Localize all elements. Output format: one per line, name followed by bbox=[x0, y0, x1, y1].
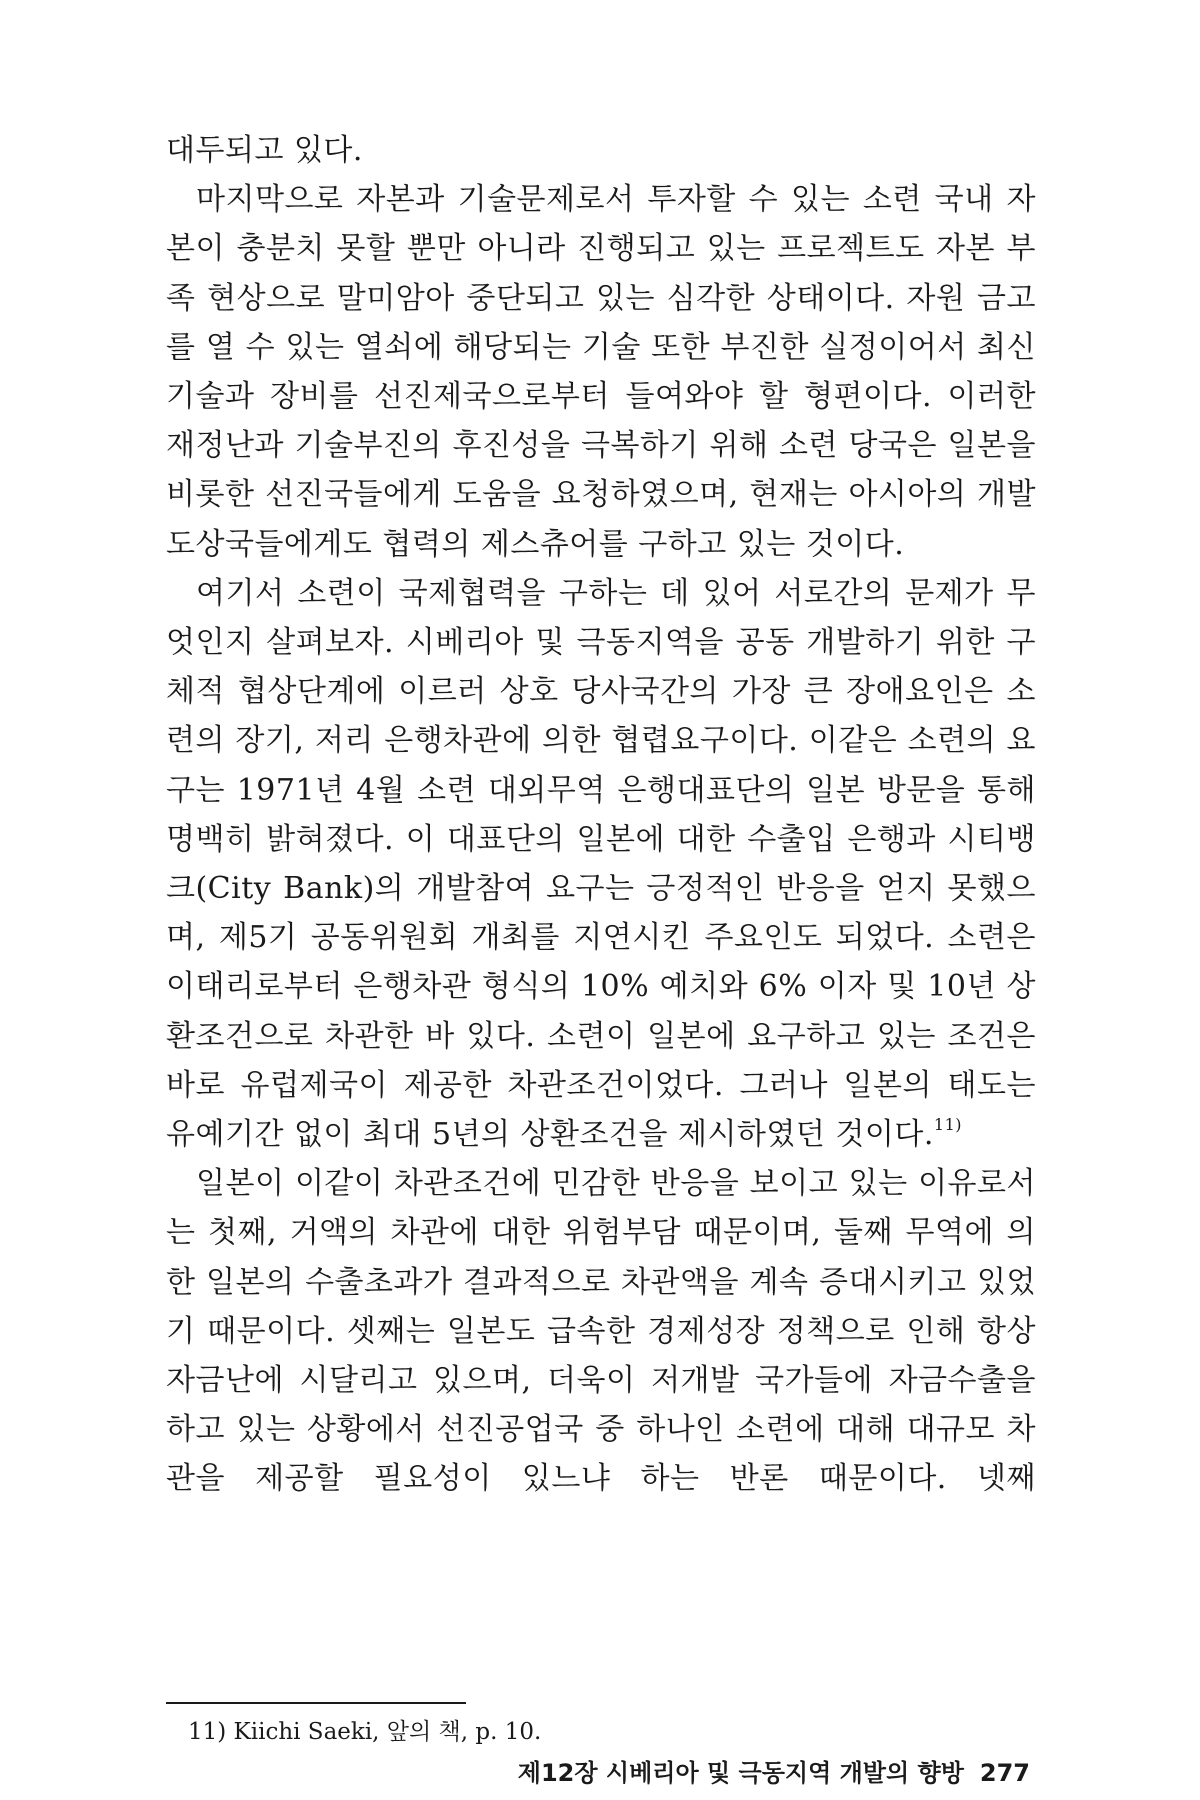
footnote-marker: 11) bbox=[933, 1115, 962, 1135]
footnote: 11) Kiichi Saeki, 앞의 책, p. 10. bbox=[188, 1719, 542, 1745]
page-number: 277 bbox=[979, 1759, 1030, 1787]
paragraph-4: 일본이 이같이 차관조건에 민감한 반응을 보이고 있는 이유로서는 첫째, 거액의 차관에 대한 위험부담 때문이며, 둘째 무역에 의한 일본의 수출초과가 결과적으로 차관액을 계속 증대시키고 있었기 때문이다. 셋째는 일본도 급속한 경제성장 정책으로 인해 항상 자금난에 시달리고 있으며, 더욱이 저개발 국가들에 자금수출을 하고 있는 상황에서 선진공업국 중 하나인 소련에 대해 대규모 차관을 제공할 필요성이 있느냐 하는 반론 때문이다. 넷째 bbox=[166, 1166, 1036, 1497]
paragraph-2: 마지막으로 자본과 기술문제로서 투자할 수 있는 소련 국내 자본이 충분치 못할 뿐만 아니라 진행되고 있는 프로젝트도 자본 부족 현상으로 말미암아 중단되고 있는 심각한 상태이다. 자원 금고를 열 수 있는 열쇠에 해당되는 기술 또한 부진한 실정이어서 최신 기술과 장비를 선진제국으로부터 들여와야 할 형편이다. 이러한 재정난과 기술부진의 후진성을 극복하기 위해 소련 당국은 일본을 비롯한 선진국들에게 도움을 요청하였으며, 현재는 아시아의 개발도상국들에게도 협력의 제스츄어를 구하고 있는 것이다. bbox=[166, 182, 1036, 562]
footnote-rule bbox=[166, 1702, 466, 1704]
running-title: 제12장 시베리아 및 극동지역 개발의 향방 bbox=[517, 1759, 964, 1787]
paragraph-1: 대두되고 있다. bbox=[166, 133, 363, 168]
paragraph-3-text: 여기서 소련이 국제협력을 구하는 데 있어 서로간의 문제가 무엇인지 살펴보자. 시베리아 및 극동지역을 공동 개발하기 위한 구체적 협상단계에 이르러 상호 당사국간의 가장 큰 장애요인은 소련의 장기, 저리 은행차관에 의한 협렵요구이다. 이같은 소련의 요구는 1971년 4월 소련 대외무역 은행대표단의 일본 방문을 통해 명백히 밝혀졌다. 이 대표단의 일본에 대한 수출입 은행과 시티뱅크(City Bank)의 개발참여 요구는 긍정적인 반응을 얻지 못했으며, 제5기 공동위원회 개최를 지연시킨 주요인도 되었다. 소련은 이태리로부터 은행차관 형식의 10% 예치와 6% 이자 및 10년 상환조건으로 차관한 바 있다. 소련이 일본에 요구하고 있는 조건은 바로 유럽제국이 제공한 차관조건이었다. 그러나 일본의 태도는 유예기간 없이 최대 5년의 상환조건을 제시하였던 것이다. bbox=[166, 575, 1036, 1153]
paragraph-3 bbox=[166, 569, 1036, 1159]
body-text bbox=[166, 126, 1036, 1504]
running-footer bbox=[470, 1755, 1030, 1791]
